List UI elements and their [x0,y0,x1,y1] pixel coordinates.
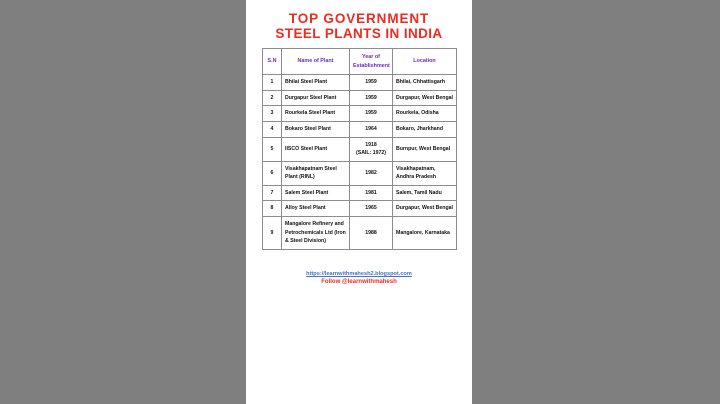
cell-plant-name: Salem Steel Plant [282,185,350,201]
follow-handle-text: Follow @learnwithmahesh [321,279,397,286]
cell-year-value: 1965 [365,205,377,212]
cell-location: Visakhapatnam, Andhra Pradesh [393,161,457,185]
cell-location: Rourkela, Odisha [393,106,457,122]
cell-year [350,185,393,201]
blog-url-link[interactable]: https://learnwithmahesh2.blogspot.com [306,270,412,277]
cell-plant-name: Alloy Steel Plant [282,201,350,217]
cell-year [350,137,393,161]
table-row [263,106,457,122]
column-header-name: Name of Plant [282,49,350,75]
left-letterbox-bar [0,0,246,404]
cell-plant-name: Mangalore Refinery and Petrochemicals Ltd (Iron & Steel Division) [282,217,350,250]
table-row [263,90,457,106]
steel-plants-table [262,48,457,250]
table-row [263,137,457,161]
cell-sn: 9 [263,217,282,250]
cell-location: Mangalore, Karnataka [393,217,457,250]
cell-plant-name: Bokaro Steel Plant [282,121,350,137]
table-row [263,121,457,137]
cell-sn: 6 [263,161,282,185]
table-header-row [263,49,457,75]
title-line-1: TOP GOVERNMENT [288,11,430,26]
cell-year [350,106,393,122]
cell-year-value: 1964 [365,125,377,132]
table-row [263,201,457,217]
cell-location: Bokaro, Jharkhand [393,121,457,137]
cell-sn: 5 [263,137,282,161]
page-title [246,0,472,41]
cell-plant-name: Durgapur Steel Plant [282,90,350,106]
cell-year-value: 1981 [365,189,377,196]
cell-location: Durgapur, West Bengal [393,201,457,217]
cell-plant-name: Bhilai Steel Plant [282,75,350,91]
cell-year-value: 1918 [365,141,377,148]
column-header-year [350,49,393,75]
cell-plant-name: IISCO Steel Plant [282,137,350,161]
cell-plant-name: Rourkela Steel Plant [282,106,350,122]
table-row [263,75,457,91]
cell-sn: 2 [263,90,282,106]
column-header-location: Location [393,49,457,75]
table-row [263,185,457,201]
column-header-sn: S.N [263,49,282,75]
cell-sn: 8 [263,201,282,217]
right-letterbox-bar [472,0,720,404]
table-container [262,48,456,287]
content-page [246,0,472,404]
cell-plant-name: Visakhapatnam Steel Plant (RINL) [282,161,350,185]
table-row [263,161,457,185]
column-header-year-line1: Year of [362,53,380,60]
column-header-year-line2: Establishment [353,62,390,69]
cell-sn: 4 [263,121,282,137]
table-header [263,49,457,75]
cell-year [350,201,393,217]
cell-location: Bhilai, Chhattisgarh [393,75,457,91]
cell-year-value: 1982 [365,169,377,176]
cell-year-value: 1959 [365,79,377,86]
table-row [263,217,457,250]
cell-year-value: 1959 [365,110,377,117]
footer [262,270,456,287]
cell-location: Salem, Tamil Nadu [393,185,457,201]
cell-location: Burnpur, West Bengal [393,137,457,161]
cell-year [350,121,393,137]
cell-year [350,90,393,106]
cell-sn: 3 [263,106,282,122]
cell-year-value: 1988 [365,229,377,236]
cell-sn: 1 [263,75,282,91]
cell-year [350,161,393,185]
cell-sn: 7 [263,185,282,201]
table-body [263,75,457,250]
cell-year [350,75,393,91]
cell-year-note: (SAIL: 1972) [356,150,386,157]
cell-year-value: 1959 [365,94,377,101]
cell-location: Durgapur, West Bengal [393,90,457,106]
cell-year [350,217,393,250]
title-line-2: STEEL PLANTS IN INDIA [275,26,443,42]
